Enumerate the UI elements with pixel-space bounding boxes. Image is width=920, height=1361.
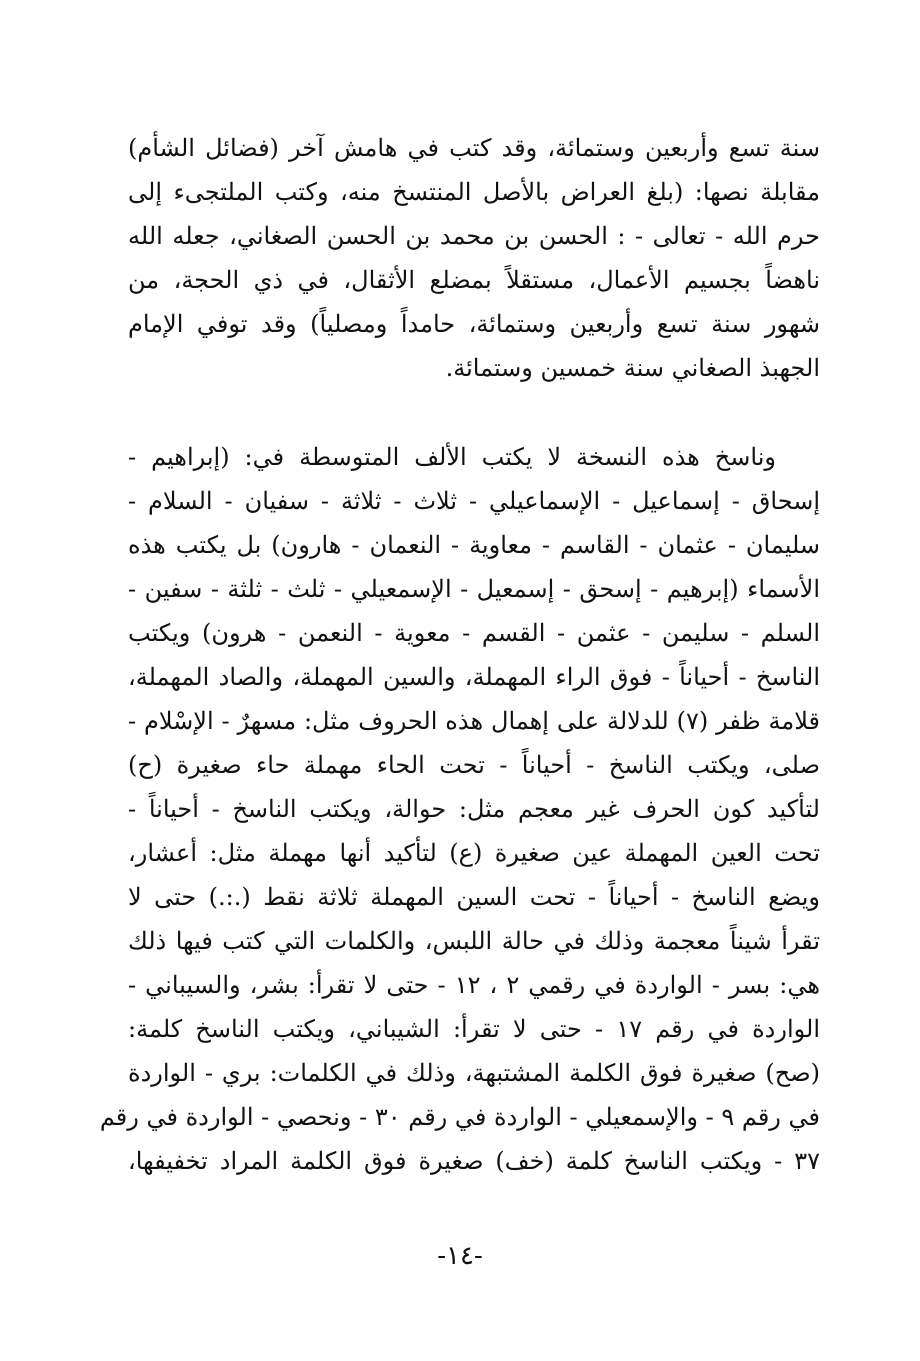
text-line: وناسخ هذه النسخة لا يكتب الألف المتوسطة في: (إبراهيم - [128, 443, 776, 471]
text-line: هي: بسر - الواردة في رقمي ٢ ، ١٢ - حتى لا تقرأ: بشر، والسيباني - [128, 971, 820, 999]
text-line: تقرأ شيناً معجمة وذلك في حالة اللبس، والكلمات التي كتب فيها ذلك [128, 927, 820, 955]
paragraph-gap [128, 390, 820, 435]
text-line: لتأكيد كون الحرف غير معجم مثل: حوالة، ويكتب الناسخ - أحياناً - [128, 795, 820, 823]
paragraph-2 [99, 435, 821, 1183]
text-line: سنة تسع وأربعين وستمائة، وقد كتب في هامش آخر (فضائل الشأم) [128, 134, 820, 162]
text-line: في رقم ٩ - والإسمعيلي - الواردة في رقم ٣٠ - ونحصي - الواردة في رقم [99, 1103, 820, 1131]
text-line: سليمان - عثمان - القاسم - معاوية - النعمان - هارون) بل يكتب هذه [128, 531, 820, 559]
text-line: الناسخ - أحياناً - فوق الراء المهملة، والسين المهملة، والصاد المهملة، [128, 663, 820, 691]
text-line: مقابلة نصها: (بلغ العراض بالأصل المنتسخ منه، وكتب الملتجىء إلى [128, 178, 820, 206]
text-line: الواردة في رقم ١٧ - حتى لا تقرأ: الشيباني، ويكتب الناسخ كلمة: [128, 1015, 821, 1043]
text-line: (صح) صغيرة فوق الكلمة المشتبهة، وذلك في الكلمات: بري - الواردة [128, 1059, 820, 1087]
text-line: حرم الله - تعالى - : الحسن بن محمد بن الحسن الصغاني، جعله الله [128, 222, 820, 250]
text-line: ناهضاً بجسيم الأعمال، مستقلاً بمضلع الأثقال، في ذي الحجة، من [128, 266, 821, 294]
text-line: تحت العين المهملة عين صغيرة (ع) لتأكيد أنها مهملة مثل: أعشار، [128, 839, 820, 867]
text-line: ويضع الناسخ - أحياناً - تحت السين المهملة ثلاثة نقط (.:.) حتى لا [128, 883, 820, 911]
text-line: السلم - سليمن - عثمن - القسم - معوية - النعمن - هرون) ويكتب [128, 619, 820, 647]
page-number: -١٤- [437, 1241, 483, 1271]
paragraph-1 [128, 126, 820, 390]
text-line: صلى، ويكتب الناسخ - أحياناً - تحت الحاء مهملة حاء صغيرة (ح) [128, 751, 820, 779]
text-line: ٣٧ - ويكتب الناسخ كلمة (خف) صغيرة فوق الكلمة المراد تخفيفها، [128, 1147, 820, 1175]
page-body [99, 126, 821, 1183]
text-line: قلامة ظفر (٧) للدلالة على إهمال هذه الحروف مثل: مسهرٌ - الإسْلام - [128, 707, 820, 735]
text-line: شهور سنة تسع وأربعين وستمائة، حامداً ومصلياً) وقد توفي الإمام [128, 310, 820, 338]
text-line: الأسماء (إبرهيم - إسحق - إسمعيل - الإسمعيلي - ثلث - ثلثة - سفين - [128, 575, 821, 603]
text-line: الجهبذ الصغاني سنة خمسين وستمائة. [445, 354, 820, 382]
text-line: إسحاق - إسماعيل - الإسماعيلي - ثلاث - ثلاثة - سفيان - السلام - [128, 487, 820, 515]
